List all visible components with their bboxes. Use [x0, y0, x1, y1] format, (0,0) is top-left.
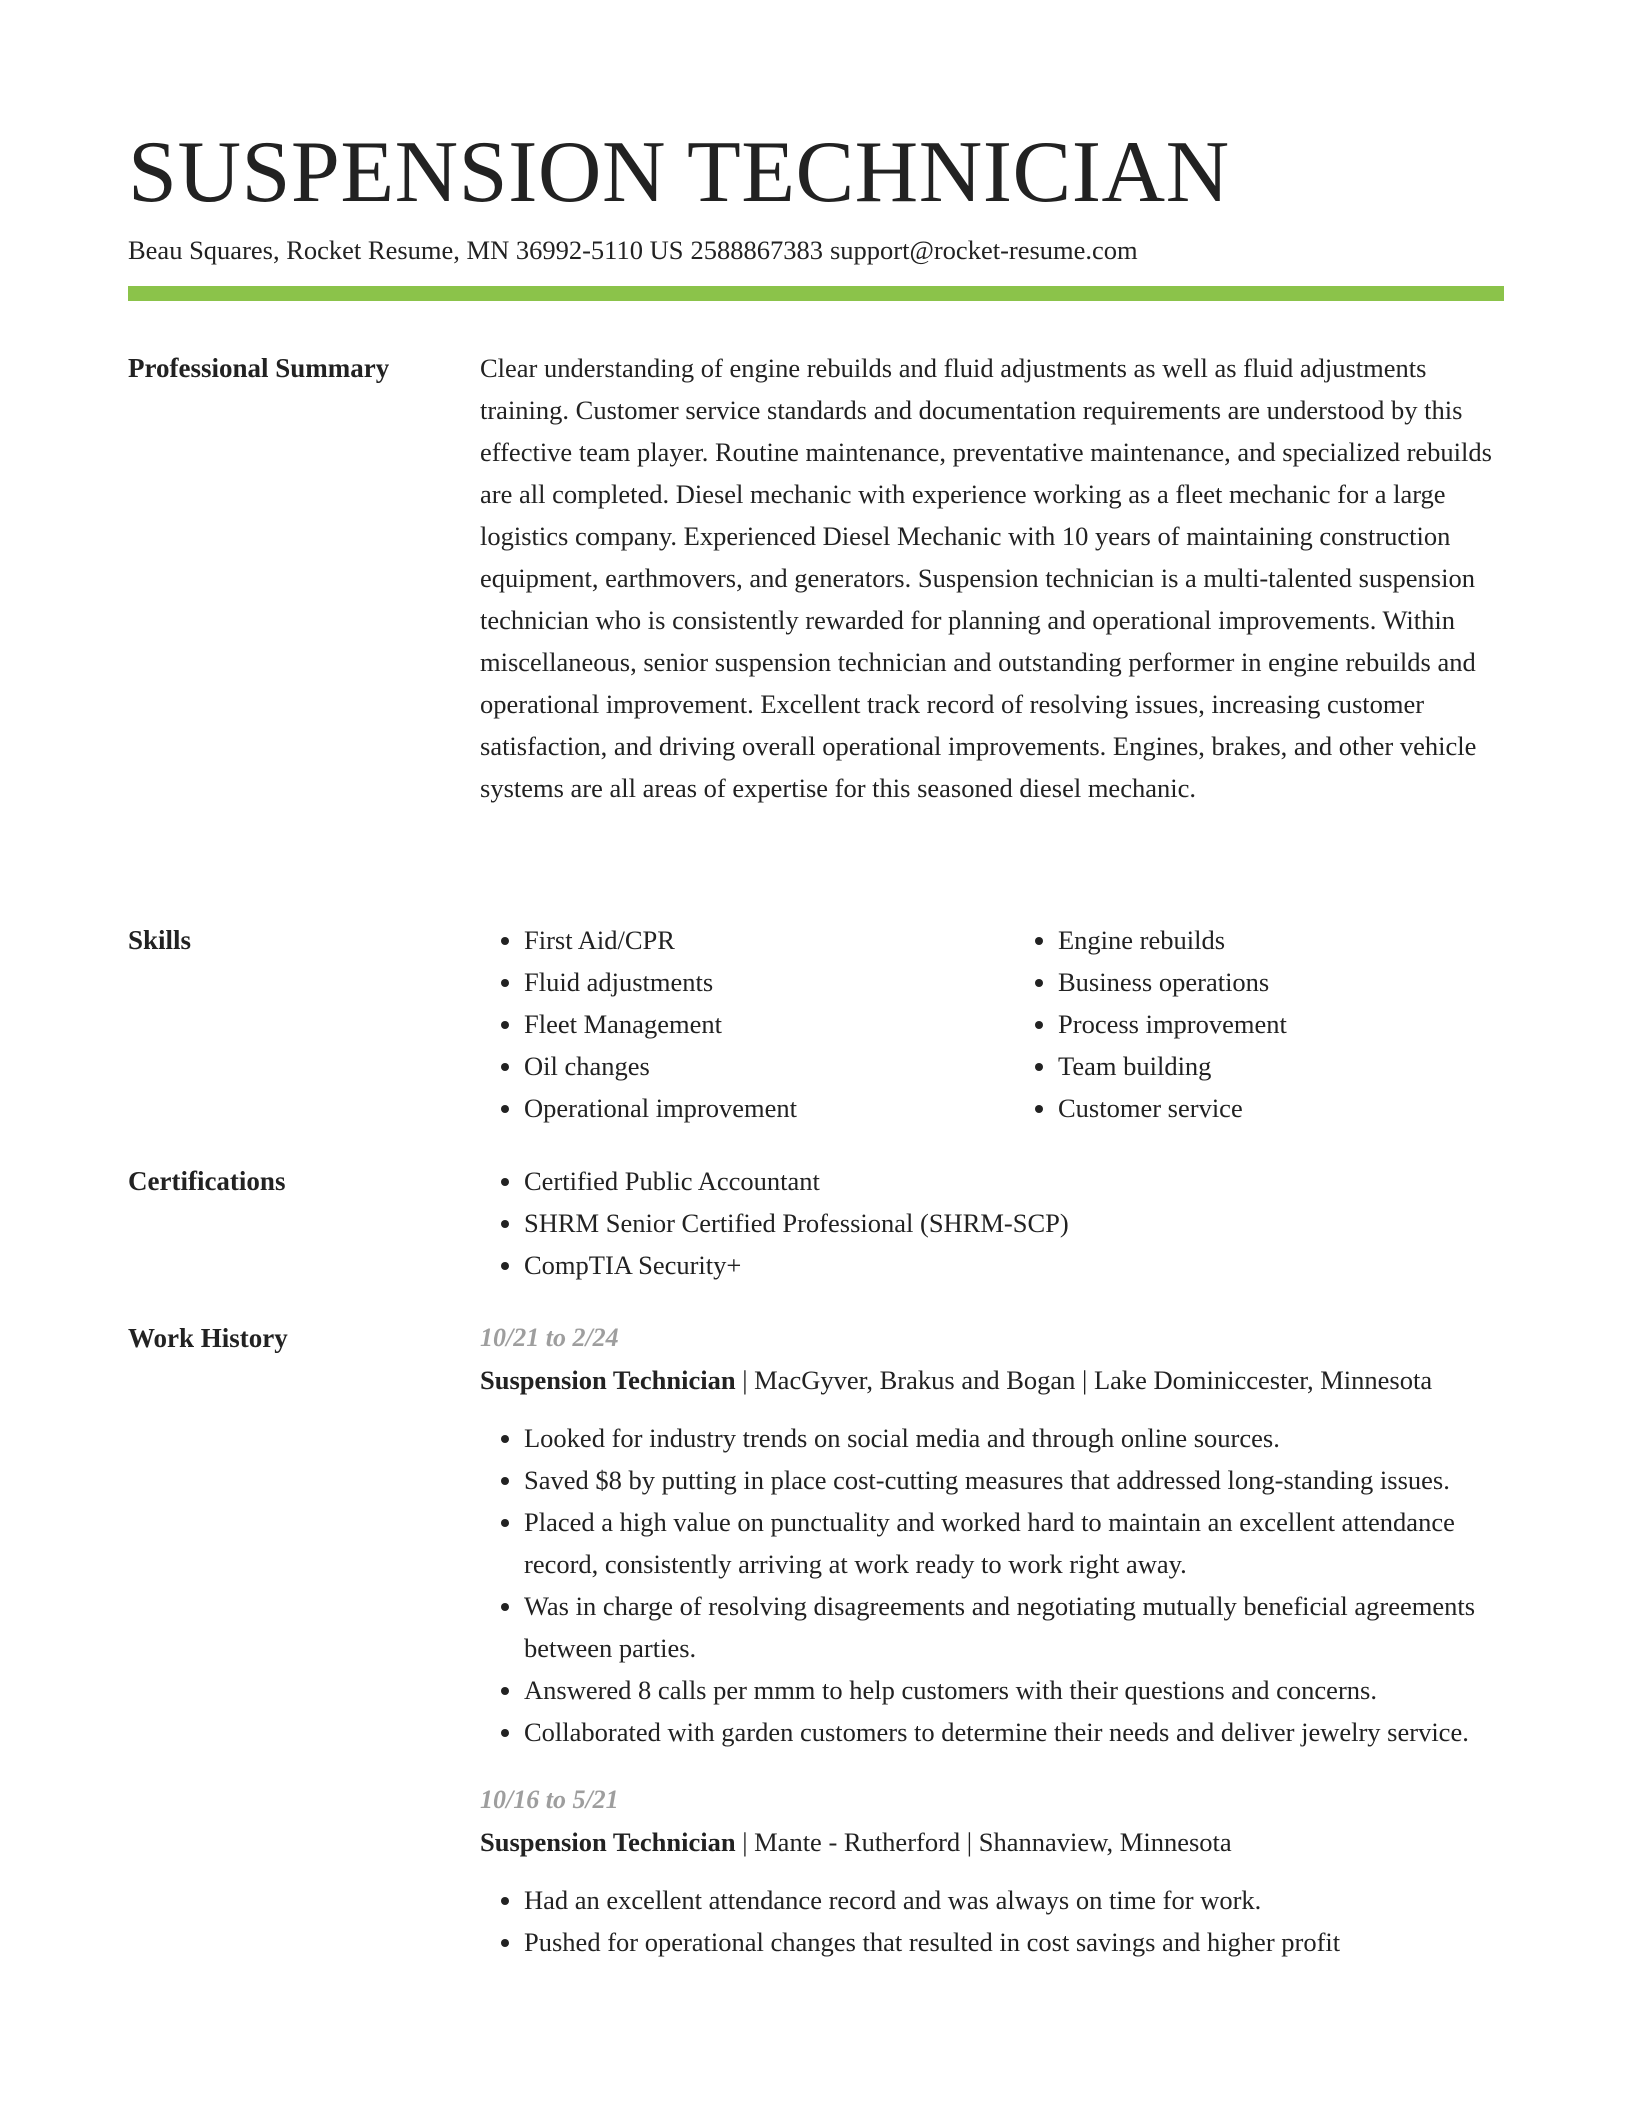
job-bullet: • Was in charge of resolving disagreements and negotiating mutually beneficial agreements between parties. [524, 1585, 1504, 1669]
skill-item: • Operational improvement [524, 1087, 970, 1129]
contact-line [128, 232, 1138, 268]
skills-content [480, 919, 1504, 1129]
job-bullets [480, 1879, 1504, 1963]
skills-list-left [480, 919, 970, 1129]
skill-item: • Business operations [1058, 961, 1504, 1003]
work-history-content [480, 1317, 1504, 1963]
skill-item: • Customer service [1058, 1087, 1504, 1129]
skill-item: • Engine rebuilds [1058, 919, 1504, 961]
job-entry [480, 1779, 1504, 1963]
accent-divider [128, 286, 1504, 301]
certification-item: • CompTIA Security+ [524, 1244, 1504, 1286]
skill-item: • Fleet Management [524, 1003, 970, 1045]
skill-item: • Fluid adjustments [524, 961, 970, 1003]
skill-item: • Process improvement [1058, 1003, 1504, 1045]
certification-item: • Certified Public Accountant [524, 1160, 1504, 1202]
job-dates: 10/16 to 5/21 [480, 1785, 619, 1814]
section-label-work-history: Work History [128, 1323, 288, 1353]
job-entry [480, 1317, 1504, 1753]
section-label-skills: Skills [128, 925, 192, 955]
summary-content [480, 347, 1504, 809]
contact-email: support@rocket-resume.com [829, 235, 1138, 265]
job-title: Suspension Technician [480, 1827, 736, 1857]
skill-item: • Team building [1058, 1045, 1504, 1087]
contact-address: Beau Squares, Rocket Resume, MN 36992-5110 US [128, 235, 684, 265]
skill-item: • Oil changes [524, 1045, 970, 1087]
section-label-certifications: Certifications [128, 1166, 286, 1196]
job-employer-location: | Mante - Rutherford | Shannaview, Minnesota [735, 1827, 1232, 1857]
skills-list-right [1014, 919, 1504, 1129]
job-bullet: • Had an excellent attendance record and was always on time for work. [524, 1879, 1504, 1921]
job-heading [480, 1359, 1504, 1401]
job-bullet: • Pushed for operational changes that resulted in cost savings and higher profit [524, 1921, 1504, 1963]
summary-text: Clear understanding of engine rebuilds and fluid adjustments as well as fluid adjustments training. Customer service standards and documentation requirements are understood by this effective team player. Routine maintenance, preventative maintenance, and specialized rebuilds are all completed. Diesel mechanic with experience working as a fleet mechanic for a large logistics company. Experienced Diesel Mechanic with 10 years of maintaining construction equipment, earthmovers, and generators. Suspension technician is a multi-talented suspension technician who is consistently rewarded for planning and operational improvements. Within miscellaneous, senior suspension technician and outstanding performer in engine rebuilds and operational improvement. Excellent track record of resolving issues, increasing customer satisfaction, and driving overall operational improvements. Engines, brakes, and other vehicle systems are all areas of expertise for this seasoned diesel mechanic. [480, 353, 1492, 803]
job-bullets [480, 1417, 1504, 1753]
skill-item: • First Aid/CPR [524, 919, 970, 961]
job-bullet: • Answered 8 calls per mmm to help customers with their questions and concerns. [524, 1669, 1504, 1711]
contact-phone: 2588867383 [690, 235, 823, 265]
job-bullet: • Saved $8 by putting in place cost-cutting measures that addressed long-standing issues. [524, 1459, 1504, 1501]
certification-item: • SHRM Senior Certified Professional (SHRM-SCP) [524, 1202, 1504, 1244]
resume-title: SUSPENSION TECHNICIAN [128, 124, 1230, 221]
section-label-summary: Professional Summary [128, 353, 390, 383]
certifications-content [480, 1160, 1504, 1286]
job-title: Suspension Technician [480, 1365, 736, 1395]
job-dates: 10/21 to 2/24 [480, 1323, 619, 1352]
job-employer-location: | MacGyver, Brakus and Bogan | Lake Dominiccester, Minnesota [735, 1365, 1433, 1395]
job-bullet: • Placed a high value on punctuality and worked hard to maintain an excellent attendance record, consistently arriving at work ready to work right away. [524, 1501, 1504, 1585]
certifications-list [480, 1160, 1504, 1286]
job-bullet: • Looked for industry trends on social media and through online sources. [524, 1417, 1504, 1459]
job-heading [480, 1821, 1504, 1863]
job-bullet: • Collaborated with garden customers to determine their needs and deliver jewelry service. [524, 1711, 1504, 1753]
